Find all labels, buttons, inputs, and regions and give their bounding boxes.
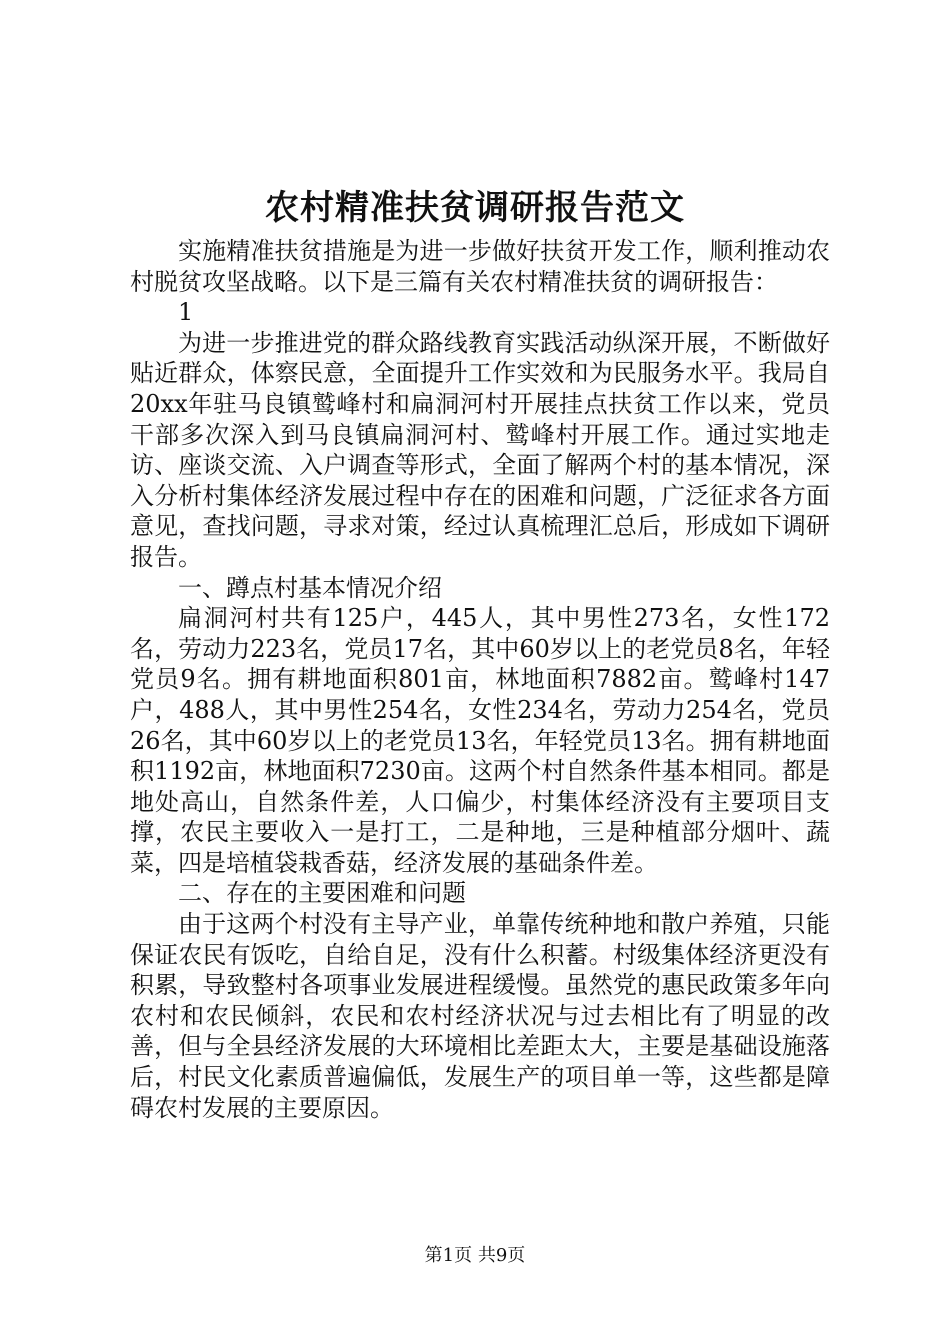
body-paragraph-1: 为进一步推进党的群众路线教育实践活动纵深开展，不断做好贴近群众，体察民意，全面提升工作实效和为民服务水平。我局自20xx年驻马良镇鹫峰村和扁洞河村开展挂点扶贫工作以来，党员干部多次深入到马良镇扁洞河村、鹫峰村开展工作。通过实地走访、座谈交流、入户调查等形式，全面了解两个村的基本情况，深入分析村集体经济发展过程中存在的困难和问题，广泛征求各方面意见，查找问题，寻求对策，经过认真梳理汇总后，形成如下调研报告。	[130, 328, 830, 571]
document-title: 农村精准扶贫调研报告范文	[265, 188, 685, 228]
intro-paragraph: 实施精准扶贫措施是为进一步做好扶贫开发工作，顺利推动农村脱贫攻坚战略。以下是三篇有关农村精准扶贫的调研报告：	[130, 237, 830, 296]
body-paragraph-3: 由于这两个村没有主导产业，单靠传统种地和散户养殖，只能保证农民有饭吃，自给自足，没有什么积蓄。村级集体经济更没有积累，导致整村各项事业发展进程缓慢。虽然党的惠民政策多年向农村和农民倾斜，农民和农村经济状况与过去相比有了明显的改善，但与全县经济发展的大环境相比差距太大，主要是基础设施落后，村民文化素质普遍偏低，发展生产的项目单一等，这些都是障碍农村发展的主要原因。	[130, 910, 830, 1122]
document-body	[130, 236, 830, 1123]
section-heading-2: 二、存在的主要困难和问题	[178, 879, 466, 908]
section-number: 1	[178, 298, 194, 327]
body-paragraph-2: 扁洞河村共有125户，445人，其中男性273名，女性172名，劳动力223名，党员17名，其中60岁以上的老党员8名，年轻党员9名。拥有耕地面积801亩，林地面积7882亩。鹫峰村147户，488人，其中男性254名，女性234名，劳动力254名，党员26名，其中60岁以上的老党员13名，年轻党员13名。拥有耕地面积1192亩，林地面积7230亩。这两个村自然条件基本相同。都是地处高山，自然条件差，人口偏少，村集体经济没有主要项目支撑，农民主要收入一是打工，二是种地，三是种植部分烟叶、蔬菜，四是培植袋栽香菇，经济发展的基础条件差。	[130, 604, 830, 877]
page-footer: 第1页 共9页	[424, 1245, 526, 1266]
section-heading-1: 一、蹲点村基本情况介绍	[178, 573, 442, 602]
